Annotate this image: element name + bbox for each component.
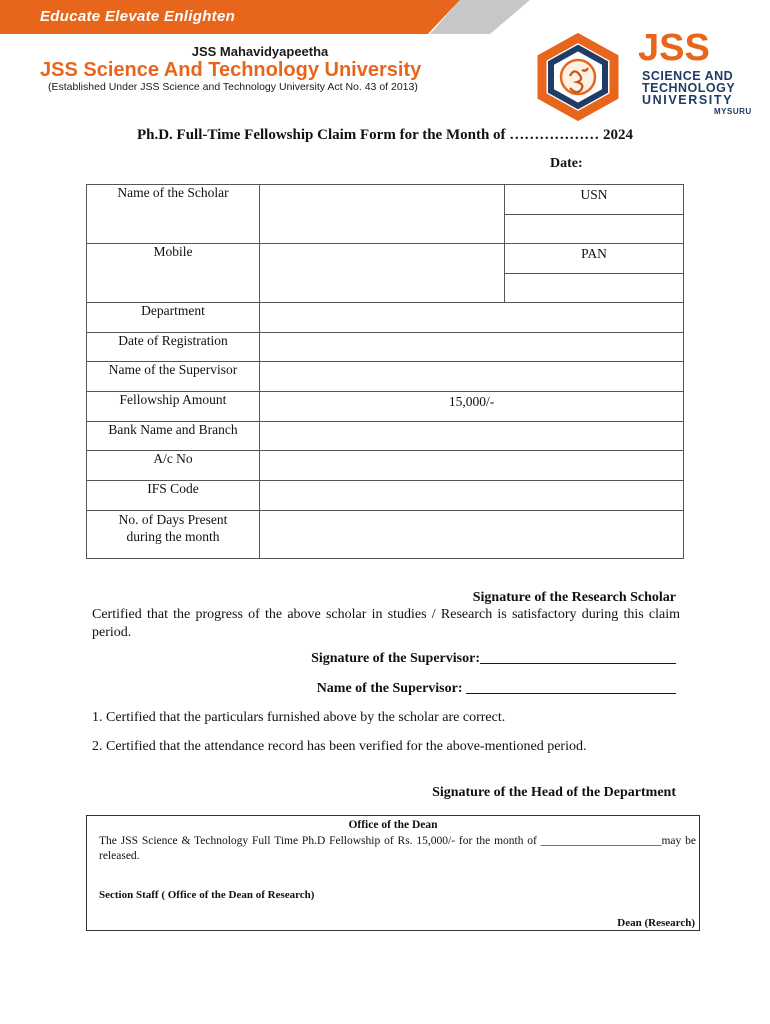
established-line: (Established Under JSS Science and Technology University Act No. 43 of 2013) — [48, 81, 418, 93]
table-row — [87, 422, 684, 451]
form-title: Ph.D. Full-Time Fellowship Claim Form for the Month of ……………… 2024 — [136, 127, 634, 143]
department-field[interactable] — [260, 303, 684, 333]
hod-signature-label: Signature of the Head of the Department — [432, 785, 676, 800]
dean-research-label: Dean (Research) — [617, 917, 695, 929]
supervisor-name-line: Name of the Supervisor: ______________________________ — [316, 681, 676, 696]
table-row — [87, 303, 684, 333]
logo-line-1: SCIENCE AND — [642, 69, 734, 83]
logo-city: MYSURU — [714, 107, 752, 116]
table-row — [87, 185, 684, 215]
table-row — [87, 244, 684, 274]
date-of-registration-field[interactable] — [260, 333, 684, 362]
ifs-code-label: IFS Code — [87, 481, 260, 511]
research-scholar-signature-label: Signature of the Research Scholar — [472, 590, 676, 605]
days-present-label-line-1: No. of Days Present — [118, 512, 228, 527]
ifs-code-field[interactable] — [260, 481, 684, 511]
mahavidyapeetha-label: JSS Mahavidyapeetha — [191, 44, 329, 59]
table-row — [87, 362, 684, 392]
table-row — [87, 451, 684, 481]
scholar-details-table — [86, 184, 684, 559]
bank-name-branch-label: Bank Name and Branch — [87, 422, 260, 451]
table-row — [87, 511, 684, 559]
date-of-registration-label: Date of Registration — [87, 333, 260, 362]
days-present-label — [87, 511, 260, 559]
attendance-certification-text: 2. Certified that the attendance record has been verified for the above-mentioned period. — [92, 739, 587, 754]
logo-jss-text: JSS — [638, 32, 710, 69]
particulars-certification-text: 1. Certified that the particulars furnished above by the scholar are correct. — [92, 710, 506, 725]
department-label: Department — [87, 303, 260, 333]
supervisor-name-field[interactable] — [260, 362, 684, 392]
days-present-field[interactable] — [260, 511, 684, 559]
bank-name-branch-field[interactable] — [260, 422, 684, 451]
logo-emblem — [561, 60, 595, 94]
dean-office-title: Office of the Dean — [348, 819, 438, 831]
name-of-scholar-field[interactable] — [260, 185, 505, 244]
date-label: Date: — [550, 156, 583, 171]
usn-label: USN — [505, 185, 684, 215]
name-of-scholar-label: Name of the Scholar — [87, 185, 260, 244]
logo-line-2: TECHNOLOGY — [642, 81, 736, 95]
pan-label: PAN — [505, 244, 684, 274]
pan-field[interactable] — [505, 274, 684, 303]
supervisor-name-label: Name of the Supervisor — [87, 362, 260, 392]
account-number-field[interactable] — [260, 451, 684, 481]
days-present-label-line-2: during the month — [126, 529, 220, 544]
usn-field[interactable] — [505, 215, 684, 244]
section-staff-label: Section Staff ( Office of the Dean of Research) — [99, 889, 315, 901]
progress-certification-text: Certified that the progress of the above scholar in studies / Research is satisfactory during this claim period. — [92, 607, 680, 640]
dean-office-box — [86, 815, 700, 931]
fellowship-amount-label: Fellowship Amount — [87, 392, 260, 422]
header-tagline: Educate Elevate Enlighten — [40, 8, 236, 25]
account-number-label: A/c No — [87, 451, 260, 481]
table-row — [87, 392, 684, 422]
mobile-label: Mobile — [87, 244, 260, 303]
supervisor-signature-line: Signature of the Supervisor:____________________________ — [311, 651, 676, 666]
table-row — [87, 333, 684, 362]
university-name: JSS Science And Technology University — [40, 59, 422, 81]
fellowship-amount-value: 15,000/- — [260, 392, 684, 422]
mobile-field[interactable] — [260, 244, 505, 303]
dean-release-text: The JSS Science & Technology Full Time Ph.D Fellowship of Rs. 15,000/- for the month of _____________________may be released. — [99, 835, 696, 862]
logo-line-3: UNIVERSITY — [642, 93, 734, 107]
table-row — [87, 481, 684, 511]
